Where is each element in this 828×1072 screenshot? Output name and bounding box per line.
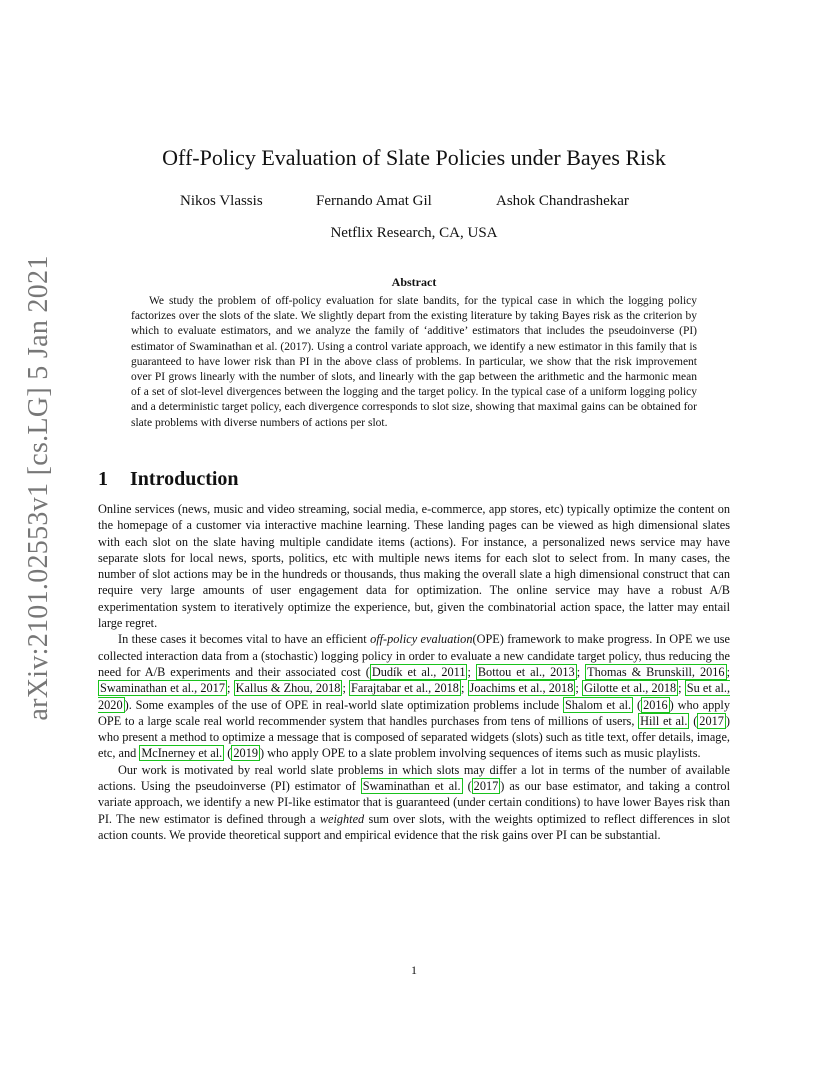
text: ). Some examples of the use of OPE in real-world slate optimization problems include [124, 697, 563, 712]
section-title: Introduction [130, 468, 239, 490]
paragraph-2 [98, 631, 730, 761]
citation-link[interactable]: Kallus & Zhou, 2018 [235, 681, 341, 696]
paragraph-3 [98, 762, 730, 843]
emphasis: off-policy evaluation [370, 632, 473, 647]
text: ) who apply OPE to a large scale real world recommender system that handles purchases from tens of millions of users, [98, 697, 730, 728]
text: ; [226, 681, 234, 696]
body-text [98, 501, 730, 843]
text: ) who present a method to optimize a message that is composed of separated widgets (slots) such as title text, offer details, image, etc, and [98, 713, 730, 761]
citation-link[interactable]: McInerney et al. [141, 746, 223, 761]
citation-link[interactable]: Shalom et al. [564, 697, 632, 712]
text: ; [576, 664, 586, 679]
section-heading [98, 468, 239, 491]
text: sum over slots, with the weights optimized to reflect differences in slot action counts. We provide theoretical support and empirical evidence that the risk gains over PI can be substantial. [98, 811, 730, 842]
text: ; [678, 681, 685, 696]
citation-link[interactable]: Dudík et al., 2011 [371, 664, 466, 679]
abstract-heading: Abstract [391, 275, 437, 289]
emphasis: weighted [319, 811, 365, 826]
citation-link[interactable]: Farajtabar et al., 2018 [351, 681, 459, 696]
text: In these cases it becomes vital to have an efficient [118, 632, 371, 647]
text: ( [633, 697, 642, 712]
text: ; [726, 664, 730, 679]
abstract-text: We study the problem of off-policy evaluation for slate bandits, for the typical case in which the logging policy factorizes over the slots of the slate. We slightly depart from the existing literature by taking Bayes risk as the criterion by which to evaluate estimators, and we analyze the family of ‘additive’ estimators that includes the pseudoinverse (PI) estimator of Swaminathan et al. (2017). Using a control variate approach, we identify a new estimator in this family that is guaranteed to have lower risk than PI in the above class of problems. In particular, we show that the risk improvement over PI grows linearly with the number of slots, and linearly with the gap between the arithmetic and the harmonic mean of a set of slot-level divergences between the logging and the target policy. In the typical case of a uniform logging policy and a deterministic target policy, each divergence corresponds to slot size, showing that maximal gains can be obtained for slate problems with diverse numbers of actions per slot. [131, 295, 697, 429]
paragraph-1: Online services (news, music and video streaming, social media, e-commerce, app stores, etc) typically optimize the content on the homepage of a customer via interactive machine learning. These landing pages can be viewed as high dimensional slates with each slot on the slate having multiple candidate items (actions). For instance, a personalized news service may have separate slots for local news, sports, politics, etc with multiple news items for each slot to select from. In many cases, the number of slot actions may be in the hundreds or thousands, thus making the overall slate a high dimensional construct that can require very large amounts of user engagement data for optimization. The online service may have a robust A/B experimentation system to iteratively optimize the experience, but, given the combinatorial action space, the latter may entail large regret. [98, 502, 730, 631]
citation-link[interactable]: Hill et al. [640, 713, 688, 728]
text: ( [224, 746, 232, 761]
citation-link[interactable]: 2019 [233, 746, 258, 761]
text: ( [689, 713, 698, 728]
citation-link[interactable]: Gilotte et al., 2018 [583, 681, 677, 696]
text: ; [342, 681, 350, 696]
citation-link[interactable]: Su et al., 2020 [98, 681, 731, 712]
citation-link[interactable]: 2017 [473, 779, 499, 794]
citation-link[interactable]: Bottou et al., 2013 [477, 664, 575, 679]
arxiv-identifier: arXiv:2101.02553v1 [cs.LG] 5 Jan 2021 [23, 255, 54, 721]
text: Our work is motivated by real world slate problems in which slots may differ a lot in terms of the number of available actions. Using the pseudoinverse (PI) estimator of [98, 762, 730, 794]
text: ; [467, 664, 476, 679]
citation-link[interactable]: Thomas & Brunskill, 2016 [587, 664, 725, 679]
affiliation: Netflix Research, CA, USA [330, 225, 498, 241]
text: ; [575, 681, 582, 696]
text: ) as our base estimator, and taking a control variate approach, we identify a new PI-like estimator that is guaranteed (under certain conditions) to have lower Bayes risk than PI. The new estimator is defined through a [98, 779, 730, 826]
citation-link[interactable]: Joachims et al., 2018 [469, 681, 574, 696]
text: ; [460, 681, 468, 696]
citation-link[interactable]: Swaminathan et al. [362, 779, 461, 794]
text: (OPE) framework to make progress. In OPE we use collected interaction data from a (stochastic) logging policy in order to evaluate a new candidate target policy, thus reducing the need for A/B experiments and their associated cost ( [98, 632, 730, 679]
page-number: 1 [411, 963, 417, 977]
author-list [0, 193, 828, 213]
citation-link[interactable]: 2017 [699, 713, 724, 728]
citation-link[interactable]: Swaminathan et al., 2017 [100, 681, 225, 696]
text: ) who apply OPE to a slate problem involving sequences of items such as music playlists. [260, 746, 701, 761]
author-3: Ashok Chandrashekar [496, 193, 629, 209]
citation-link[interactable]: 2016 [643, 697, 668, 712]
text: ( [462, 779, 472, 794]
paper-title: Off-Policy Evaluation of Slate Policies under Bayes Risk [162, 145, 666, 170]
section-number: 1 [98, 468, 108, 490]
author-2: Fernando Amat Gil [316, 193, 432, 209]
author-1: Nikos Vlassis [180, 193, 263, 209]
